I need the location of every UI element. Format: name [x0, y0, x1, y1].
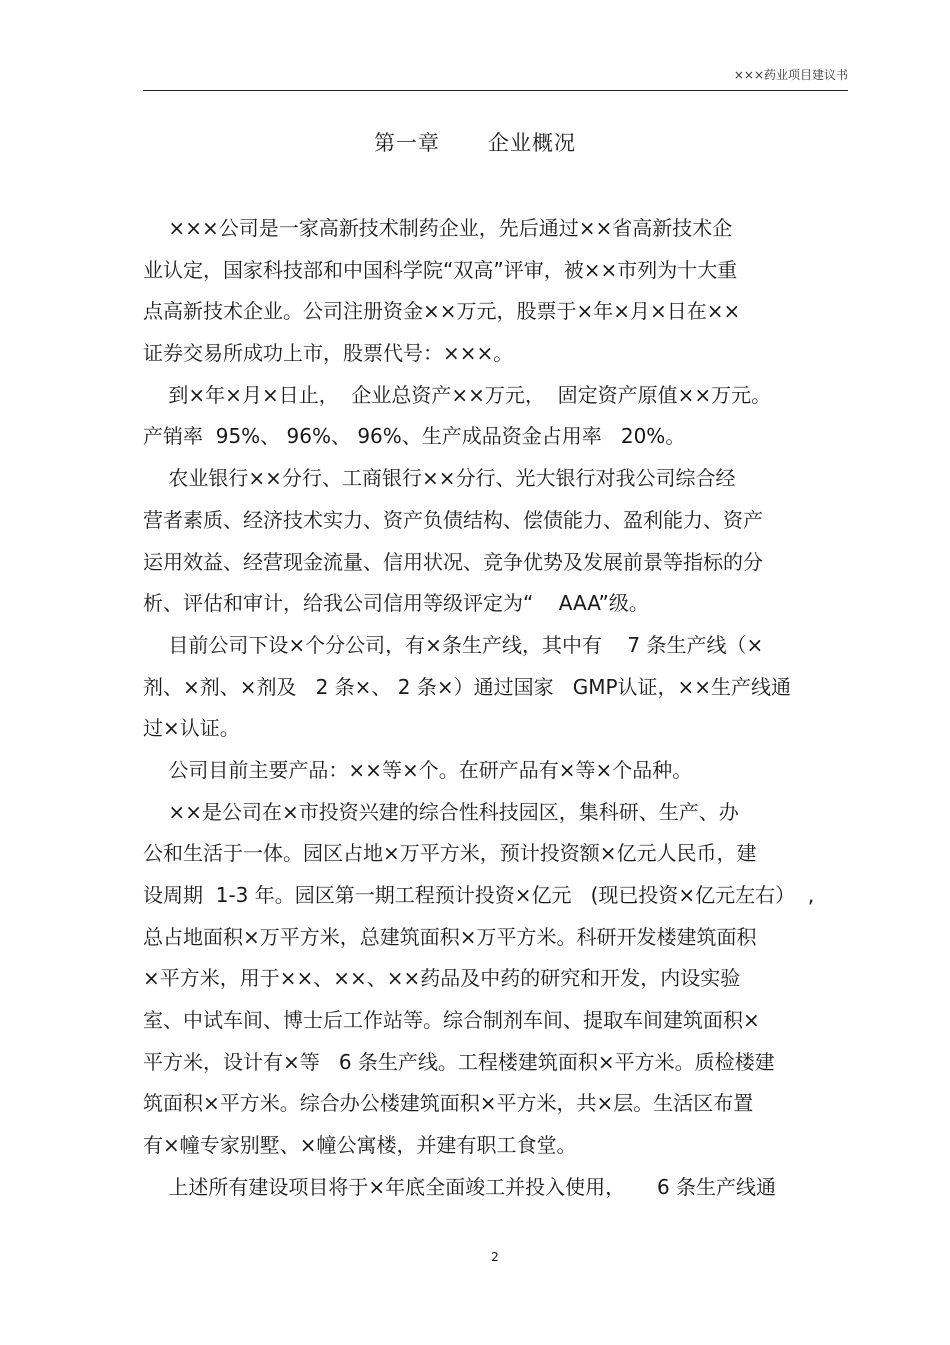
text-line: ×平方米，用于××、××、××药品及中药的研究和开发，内设实验 [143, 966, 741, 991]
chapter-number: 第一章 [374, 131, 440, 155]
text-line: 析、评估和审计，给我公司信用等级评定为“ AAA”级。 [143, 591, 649, 616]
text-line: 产销率 95%、 96%、 96%、生产成品资金占用率 20%。 [143, 424, 686, 449]
text-line: 到×年×月×日止， 企业总资产××万元， 固定资产原值××万元。 [143, 382, 772, 407]
chapter-name: 企业概况 [488, 131, 576, 155]
text-line: 剂、×剂、×剂及 2 条×、 2 条×）通过国家 GMP认证，××生产线通 [143, 674, 792, 699]
text-line: 平方米，设计有×等 6 条生产线。工程楼建筑面积×平方米。质检楼建 [143, 1049, 775, 1074]
text-line: 证券交易所成功上市，股票代号：×××。 [143, 341, 514, 366]
text-line: 公司目前主要产品：××等×个。在研产品有×等×个品种。 [143, 757, 693, 782]
text-line: 筑面积×平方米。综合办公楼建筑面积×平方米，共×层。生活区布置 [143, 1091, 754, 1116]
text-line: 业认定，国家科技部和中国科学院“双高”评审，被××市列为十大重 [143, 257, 738, 282]
text-line: 点高新技术企业。公司注册资金××万元，股票于×年×月×日在×× [143, 299, 741, 324]
text-line: 过×认证。 [143, 716, 240, 741]
text-line: 上述所有建设项目将于×年底全面竣工并投入使用， 6 条生产线通 [143, 1174, 777, 1199]
header-rule [143, 90, 848, 91]
running-header: ×××药业项目建议书 [733, 68, 848, 82]
page-number: 2 [491, 1250, 499, 1264]
text-line: 运用效益、经营现金流量、信用状况、竞争优势及发展前景等指标的分 [143, 549, 763, 574]
text-line: 目前公司下设×个分公司，有×条生产线，其中有 7 条生产线（× [143, 632, 764, 657]
text-line: 农业银行××分行、工商银行××分行、光大银行对我公司综合经 [143, 466, 736, 491]
text-line: 总占地面积×万平方米，总建筑面积×万平方米。科研开发楼建筑面积 [143, 924, 757, 949]
text-line: 营者素质、经济技术实力、资产负债结构、偿债能力、盈利能力、资产 [143, 507, 763, 532]
text-line: 室、中试车间、博士后工作站等。综合制剂车间、提取车间建筑面积× [143, 1008, 760, 1033]
text-line: 设周期 1-3 年。园区第一期工程预计投资×亿元 (现已投资×亿元左右） , [143, 883, 815, 907]
text-line: 公和生活于一体。园区占地×万平方米，预计投资额×亿元人民币，建 [143, 841, 757, 866]
chapter-title [0, 127, 950, 157]
text-line: 有×幢专家别墅、×幢公寓楼，并建有职工食堂。 [143, 1133, 577, 1158]
text-line: ××是公司在×市投资兴建的综合性科技园区，集科研、生产、办 [143, 799, 739, 824]
text-line: ×××公司是一家高新技术制药企业，先后通过××省高新技术企 [143, 216, 733, 240]
body-text [143, 208, 843, 1209]
